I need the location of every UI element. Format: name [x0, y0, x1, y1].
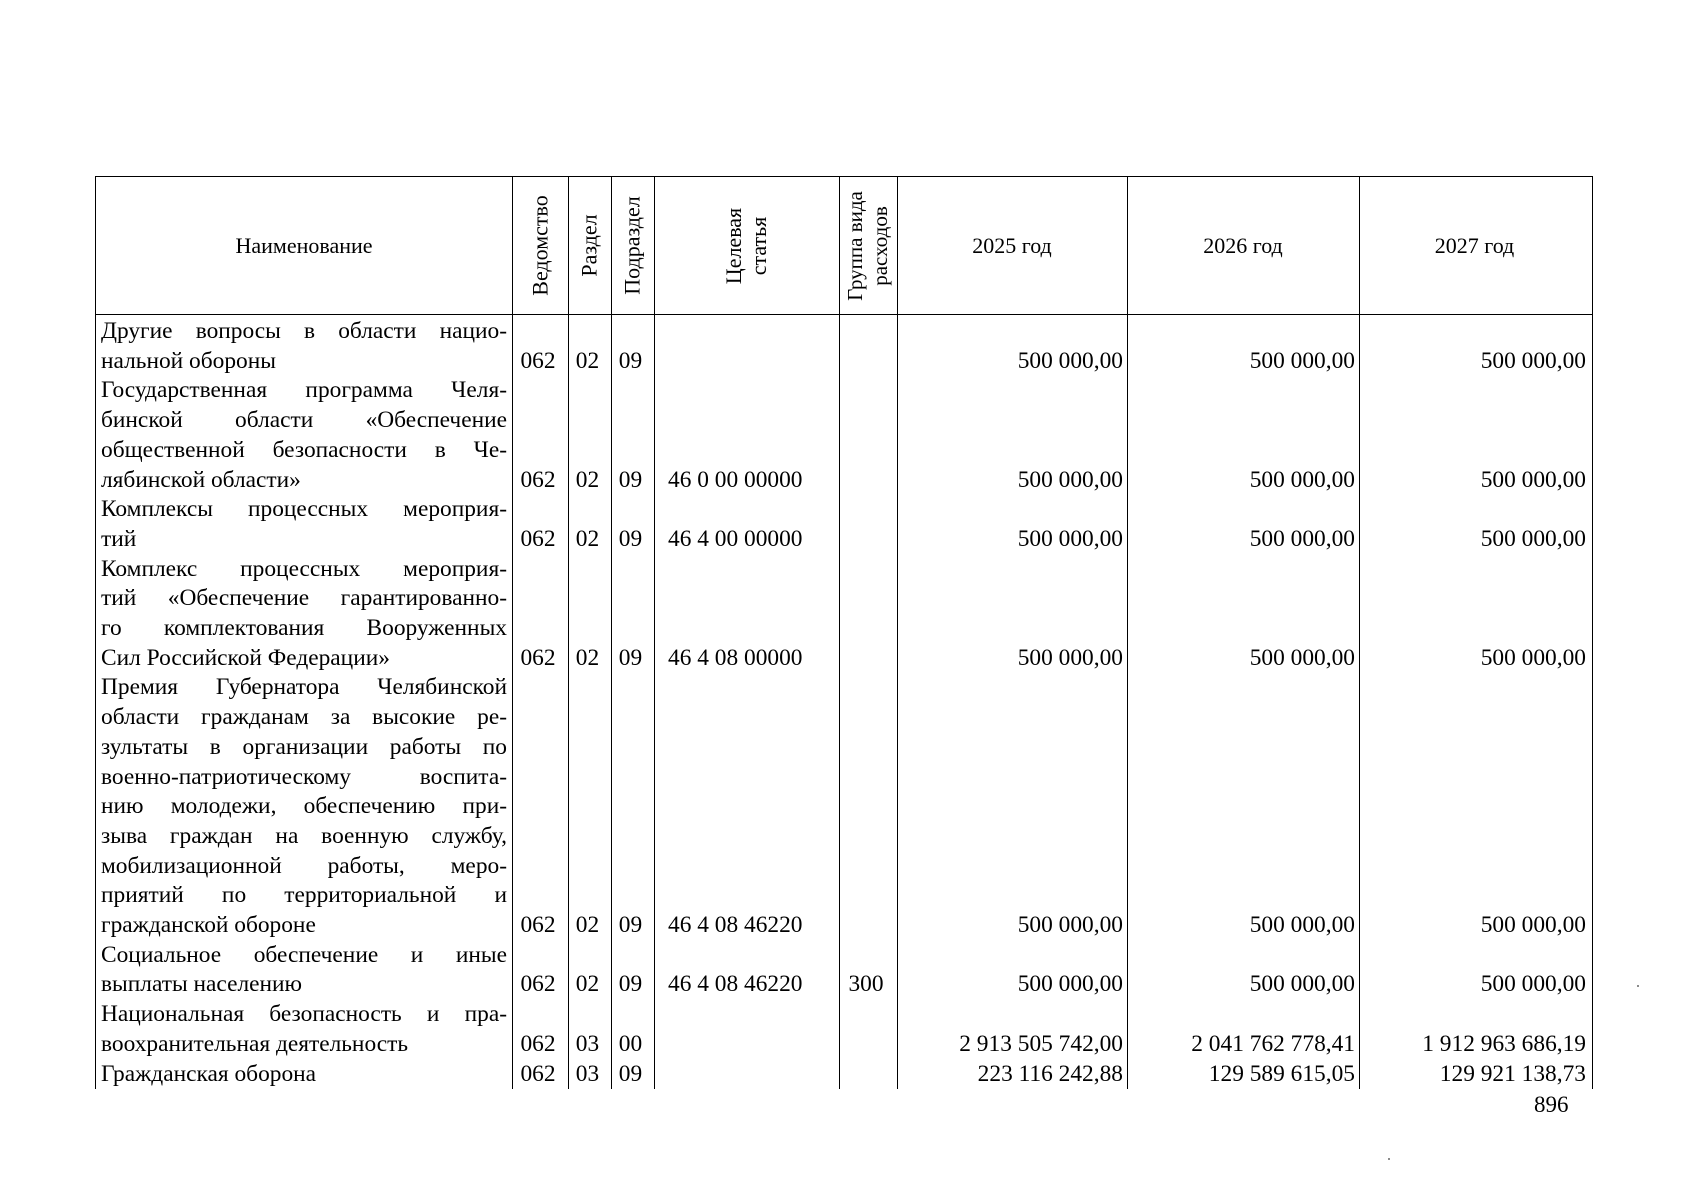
cell-vedomstvo: 062: [520, 466, 556, 493]
cell-2026: 500 000,00: [1249, 971, 1355, 998]
table-row: [96, 555, 1592, 674]
header-2027-label: 2027 год: [1434, 232, 1515, 258]
cell-podrazdel: 09: [618, 466, 643, 493]
table-row: [96, 1000, 1592, 1059]
cell-2027: 500 000,00: [1480, 466, 1586, 493]
row-name-line: Социальное обеспечение и иные: [101, 941, 507, 968]
row-name-line: тий: [101, 525, 137, 552]
row-name-line: лябинской области»: [101, 466, 301, 493]
cell-2027: 1 912 963 686,19: [1422, 1030, 1586, 1057]
cell-celevaya-statya: 46 4 08 00000: [668, 644, 803, 671]
cell-podrazdel: 09: [618, 912, 643, 938]
header-podrazdel: [611, 177, 654, 314]
row-name-line: зультаты в организации работы по: [101, 733, 507, 760]
header-2026: [1127, 177, 1359, 314]
table-row: [96, 317, 1592, 376]
row-name: [101, 1000, 507, 1059]
cell-razdel: 02: [575, 912, 600, 938]
row-name-line: выплаты населению: [101, 971, 303, 998]
scan-speck: [1637, 985, 1639, 987]
table-row: [96, 376, 1592, 495]
cell-celevaya-statya: 46 4 08 46220: [668, 912, 803, 938]
row-name-line: бинской области «Обеспечение: [101, 407, 507, 434]
cell-2026: 500 000,00: [1249, 644, 1355, 671]
cell-vedomstvo: 062: [520, 971, 556, 998]
row-name: [101, 941, 507, 1000]
cell-2027: 129 921 138,73: [1439, 1060, 1586, 1087]
header-2025-label: 2025 год: [972, 232, 1052, 258]
row-name-line: общественной безопасности в Че-: [101, 436, 507, 463]
header-gruppa: [839, 177, 897, 314]
budget-table: [95, 176, 1593, 1089]
table-row: [96, 941, 1592, 1000]
cell-celevaya-statya: [654, 347, 849, 377]
table-row: [96, 1060, 1592, 1090]
header-2025: [897, 177, 1127, 314]
header-razdel: [568, 177, 611, 314]
header-name: [96, 177, 512, 314]
cell-vedomstvo: 062: [520, 912, 556, 938]
row-name-line: нальной обороны: [101, 347, 276, 374]
row-name-line: мобилизационной работы, меро-: [101, 852, 507, 879]
cell-2026: 129 589 615,05: [1208, 1060, 1355, 1087]
cell-razdel: 02: [575, 525, 600, 552]
row-name-line: Другие вопросы в области нацио-: [101, 318, 507, 344]
row-name: [101, 495, 507, 554]
cell-2026: 500 000,00: [1249, 912, 1355, 938]
cell-2025: 500 000,00: [1017, 466, 1123, 493]
cell-2027: 500 000,00: [1480, 644, 1586, 671]
row-name-line: тий «Обеспечение гарантированно-: [101, 585, 507, 612]
header-gruppa-line2: расходов: [868, 205, 892, 286]
header-celevaya-statya: [654, 177, 839, 314]
cell-gruppa: [839, 1030, 893, 1060]
row-name-line: Национальная безопасность и пра-: [101, 1001, 507, 1028]
header-celevaya-line1: Целевая: [721, 207, 747, 284]
cell-gruppa: [839, 911, 893, 941]
cell-gruppa: 300: [848, 971, 884, 998]
row-name-line: нию молодежи, обеспечению при-: [101, 793, 507, 820]
table-row: [96, 495, 1592, 554]
cell-2026: 500 000,00: [1249, 525, 1355, 552]
page-number: 896: [1534, 1092, 1569, 1117]
cell-2025: 500 000,00: [1017, 912, 1123, 938]
row-name-line: зыва граждан на военную службу,: [101, 822, 507, 849]
row-name: [101, 1060, 507, 1090]
row-name-line: приятий по территориальной и: [101, 882, 507, 909]
cell-gruppa: [839, 1060, 893, 1090]
cell-podrazdel: 09: [618, 971, 643, 998]
cell-razdel: 03: [575, 1060, 600, 1087]
cell-2026: 500 000,00: [1249, 466, 1355, 493]
header-divider: [96, 314, 1592, 315]
row-name-line: гражданской обороне: [101, 912, 316, 939]
cell-gruppa: [839, 347, 893, 377]
cell-razdel: 02: [575, 971, 600, 998]
header-vedomstvo: [512, 177, 568, 314]
cell-2026: 500 000,00: [1249, 347, 1355, 374]
cell-celevaya-statya: 46 4 08 46220: [668, 971, 803, 998]
row-name-line: го комплектования Вооруженных: [101, 615, 507, 641]
cell-celevaya-statya: 46 4 00 00000: [668, 525, 803, 552]
cell-podrazdel: 00: [618, 1030, 643, 1057]
cell-razdel: 02: [575, 347, 600, 374]
row-name-line: военно-патриотическому воспита-: [101, 763, 507, 790]
header-gruppa-line1: Группа вида: [843, 190, 867, 301]
cell-2027: 500 000,00: [1480, 347, 1586, 374]
header-2026-label: 2026 год: [1203, 232, 1283, 258]
cell-podrazdel: 09: [618, 1060, 643, 1087]
cell-vedomstvo: 062: [520, 644, 556, 671]
cell-2025: 223 116 242,88: [977, 1060, 1123, 1087]
cell-razdel: 03: [575, 1030, 600, 1057]
scan-speck: [1388, 1158, 1390, 1160]
cell-2025: 500 000,00: [1017, 347, 1123, 374]
row-name: [101, 376, 507, 495]
row-name-line: Сил Российской Федерации»: [101, 644, 390, 671]
cell-vedomstvo: 062: [520, 347, 556, 374]
cell-2025: 500 000,00: [1017, 971, 1123, 998]
cell-razdel: 02: [575, 644, 600, 671]
cell-podrazdel: 09: [618, 525, 643, 552]
cell-2025: 2 913 505 742,00: [959, 1030, 1123, 1057]
cell-vedomstvo: 062: [520, 1030, 556, 1057]
cell-celevaya-statya: [654, 1030, 849, 1060]
cell-2027: 500 000,00: [1480, 971, 1586, 998]
cell-gruppa: [839, 644, 893, 674]
cell-2027: 500 000,00: [1480, 912, 1586, 938]
header-razdel-label: Раздел: [577, 214, 603, 277]
cell-2025: 500 000,00: [1017, 644, 1123, 671]
cell-podrazdel: 09: [618, 644, 643, 671]
table-row: [96, 673, 1592, 940]
row-name-line: Премия Губернатора Челябинской: [101, 674, 507, 701]
header-vedomstvo-label: Ведомство: [527, 195, 553, 296]
header-podrazdel-label: Подраздел: [620, 196, 646, 295]
row-name: [101, 317, 507, 376]
cell-vedomstvo: 062: [520, 525, 556, 552]
row-name: [101, 673, 507, 940]
cell-2027: 500 000,00: [1480, 525, 1586, 552]
cell-vedomstvo: 062: [520, 1060, 556, 1087]
cell-celevaya-statya: [654, 1060, 849, 1090]
row-name: [101, 555, 507, 674]
row-name-line: области гражданам за высокие ре-: [101, 704, 507, 731]
cell-razdel: 02: [575, 466, 600, 493]
row-name-line: Комплекс процессных мероприя-: [101, 555, 507, 582]
row-name-line: воохранительная деятельность: [101, 1030, 409, 1057]
header-celevaya-line2: статья: [746, 216, 772, 275]
cell-celevaya-statya: 46 0 00 00000: [668, 466, 803, 493]
row-name-line: Гражданская оборона: [101, 1060, 317, 1087]
header-name-label: Наименование: [235, 232, 373, 258]
header-2027: [1359, 177, 1590, 314]
row-name-line: Государственная программа Челя-: [101, 377, 507, 404]
cell-2025: 500 000,00: [1017, 525, 1123, 552]
header-celevaya-statya-label: [721, 207, 771, 283]
row-name-line: Комплексы процессных мероприя-: [101, 496, 507, 523]
cell-gruppa: [839, 466, 893, 496]
header-gruppa-label: [843, 191, 893, 301]
cell-2026: 2 041 762 778,41: [1191, 1030, 1355, 1057]
cell-gruppa: [839, 525, 893, 555]
cell-podrazdel: 09: [618, 347, 643, 374]
